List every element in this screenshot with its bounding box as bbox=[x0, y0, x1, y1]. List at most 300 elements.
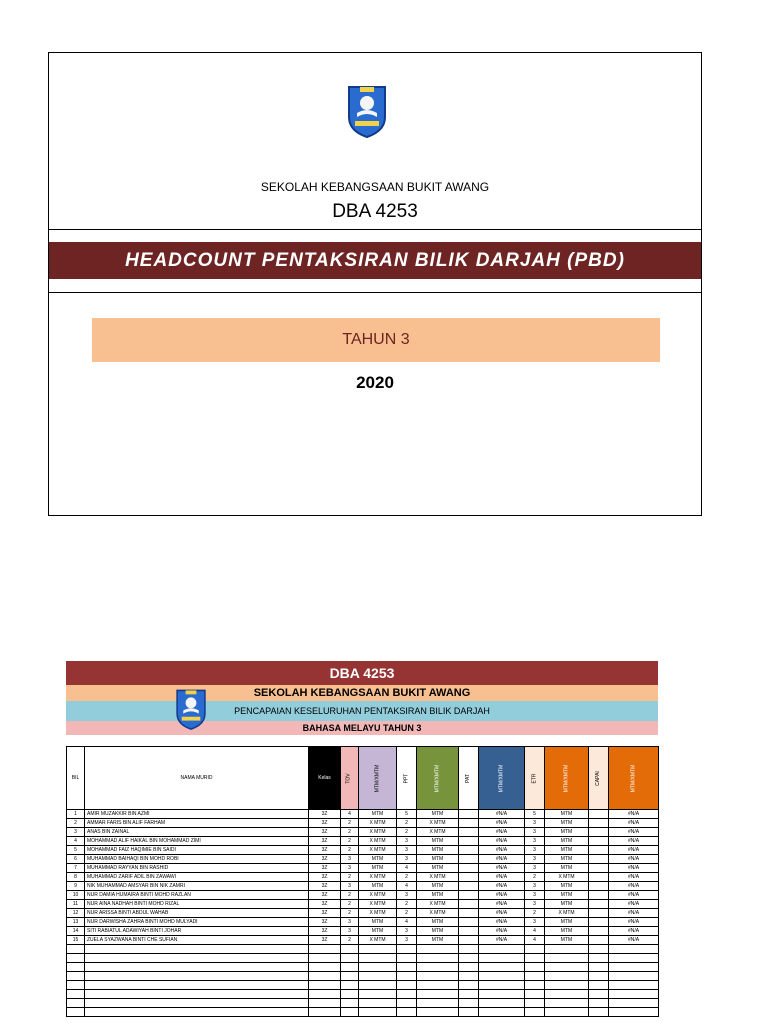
table-cell: 3 bbox=[397, 891, 417, 900]
results-table bbox=[66, 746, 659, 1017]
table-cell: MTM bbox=[545, 810, 589, 819]
table-cell bbox=[397, 945, 417, 954]
table-cell: NUR DAMIA HUMAIRA BINTI MOHD RAZLAN bbox=[85, 891, 309, 900]
table-cell bbox=[545, 972, 589, 981]
table-cell bbox=[67, 954, 85, 963]
header-kelas: Kelas bbox=[309, 747, 341, 810]
table-row bbox=[67, 837, 659, 846]
table-row bbox=[67, 954, 659, 963]
table-cell bbox=[525, 945, 545, 954]
table-cell: 3 bbox=[525, 891, 545, 900]
table-cell bbox=[459, 918, 479, 927]
table-row bbox=[67, 873, 659, 882]
table-cell bbox=[459, 819, 479, 828]
table-cell: 13 bbox=[67, 918, 85, 927]
table-cell bbox=[545, 963, 589, 972]
table-cell: 3Z bbox=[309, 927, 341, 936]
table-cell bbox=[459, 936, 479, 945]
table-cell: 3 bbox=[397, 936, 417, 945]
table-cell: 3 bbox=[525, 918, 545, 927]
table-cell: NIK MUHAMMAD AMSYAR BIN NIK ZAMRI bbox=[85, 882, 309, 891]
table-cell bbox=[359, 954, 397, 963]
table-cell bbox=[309, 999, 341, 1008]
table-cell: #N/A bbox=[479, 918, 525, 927]
table-cell: X MTM bbox=[359, 891, 397, 900]
table-cell bbox=[459, 900, 479, 909]
table-cell: MTM bbox=[359, 855, 397, 864]
table-cell bbox=[459, 1008, 479, 1017]
table-cell: MTM bbox=[417, 846, 459, 855]
table-cell bbox=[85, 972, 309, 981]
table-cell: 2 bbox=[341, 873, 359, 882]
table-row bbox=[67, 927, 659, 936]
table-cell: 2 bbox=[341, 891, 359, 900]
table-cell: 3Z bbox=[309, 882, 341, 891]
table-cell bbox=[545, 981, 589, 990]
table-cell bbox=[589, 837, 609, 846]
table-cell: 2 bbox=[341, 900, 359, 909]
table-cell bbox=[459, 810, 479, 819]
table-cell: #N/A bbox=[609, 900, 659, 909]
table-cell: X MTM bbox=[359, 909, 397, 918]
table-cell: MTM bbox=[359, 882, 397, 891]
header-tov: TOV bbox=[341, 747, 359, 810]
table-cell: 3Z bbox=[309, 837, 341, 846]
table-cell: MTM bbox=[545, 936, 589, 945]
table-cell bbox=[309, 945, 341, 954]
table-cell: #N/A bbox=[609, 927, 659, 936]
table-cell: 14 bbox=[67, 927, 85, 936]
table-cell bbox=[589, 927, 609, 936]
table-cell bbox=[589, 1008, 609, 1017]
sheet-subject-band: BAHASA MELAYU TAHUN 3 bbox=[66, 721, 658, 735]
table-cell: #N/A bbox=[609, 909, 659, 918]
table-cell: 3 bbox=[525, 882, 545, 891]
table-cell bbox=[397, 999, 417, 1008]
table-cell bbox=[545, 1008, 589, 1017]
table-cell: #N/A bbox=[479, 864, 525, 873]
table-cell: 3Z bbox=[309, 909, 341, 918]
table-cell: #N/A bbox=[609, 810, 659, 819]
table-cell: #N/A bbox=[609, 819, 659, 828]
table-cell: 4 bbox=[67, 837, 85, 846]
table-cell: ANAS BIN ZAINAL bbox=[85, 828, 309, 837]
table-cell bbox=[309, 963, 341, 972]
table-cell bbox=[459, 837, 479, 846]
table-cell: #N/A bbox=[479, 936, 525, 945]
table-cell: MTM bbox=[545, 819, 589, 828]
table-cell bbox=[85, 1008, 309, 1017]
table-cell bbox=[459, 846, 479, 855]
table-row bbox=[67, 810, 659, 819]
table-cell bbox=[589, 810, 609, 819]
table-cell: 4 bbox=[397, 864, 417, 873]
table-row bbox=[67, 891, 659, 900]
table-cell: 6 bbox=[67, 855, 85, 864]
table-cell: NUR ARISSA BINTI ABDUL WAHAB bbox=[85, 909, 309, 918]
table-cell bbox=[589, 972, 609, 981]
table-cell: #N/A bbox=[609, 873, 659, 882]
header-tov-status: MTM/XMTM bbox=[359, 747, 397, 810]
table-cell bbox=[85, 990, 309, 999]
table-cell: MOHAMMAD ALIF HAIKAL BIN MOHAMMAD ZIMI bbox=[85, 837, 309, 846]
table-cell bbox=[589, 936, 609, 945]
table-cell: MTM bbox=[545, 882, 589, 891]
table-row bbox=[67, 900, 659, 909]
table-row bbox=[67, 990, 659, 999]
table-cell: 3Z bbox=[309, 828, 341, 837]
table-cell bbox=[459, 909, 479, 918]
table-row bbox=[67, 918, 659, 927]
table-cell: 3Z bbox=[309, 891, 341, 900]
table-cell: 3Z bbox=[309, 918, 341, 927]
table-cell: 3Z bbox=[309, 855, 341, 864]
table-cell bbox=[479, 954, 525, 963]
table-cell bbox=[309, 1008, 341, 1017]
table-cell bbox=[459, 927, 479, 936]
table-body bbox=[67, 810, 659, 1017]
spreadsheet-section bbox=[66, 661, 658, 943]
table-row bbox=[67, 909, 659, 918]
table-cell: MTM bbox=[545, 846, 589, 855]
table-cell bbox=[589, 999, 609, 1008]
table-cell: 2 bbox=[397, 828, 417, 837]
table-cell bbox=[609, 963, 659, 972]
table-cell bbox=[525, 999, 545, 1008]
table-cell: 11 bbox=[67, 900, 85, 909]
table-cell: 2 bbox=[341, 837, 359, 846]
table-cell bbox=[459, 990, 479, 999]
table-cell: #N/A bbox=[479, 855, 525, 864]
table-cell bbox=[417, 990, 459, 999]
table-cell bbox=[525, 954, 545, 963]
table-cell bbox=[545, 945, 589, 954]
table-cell: MUHAMMAD RAYYAN BIN RASHID bbox=[85, 864, 309, 873]
table-cell bbox=[589, 963, 609, 972]
table-cell: #N/A bbox=[609, 864, 659, 873]
table-cell bbox=[589, 891, 609, 900]
table-cell bbox=[85, 999, 309, 1008]
table-cell: MTM bbox=[417, 882, 459, 891]
table-cell: 7 bbox=[67, 864, 85, 873]
table-cell bbox=[589, 846, 609, 855]
table-cell: 3 bbox=[397, 837, 417, 846]
table-cell: MTM bbox=[417, 837, 459, 846]
table-cell: MTM bbox=[545, 864, 589, 873]
table-cell bbox=[417, 1008, 459, 1017]
table-cell: 3 bbox=[397, 927, 417, 936]
table-cell bbox=[309, 972, 341, 981]
table-cell bbox=[589, 900, 609, 909]
table-cell: 2 bbox=[397, 900, 417, 909]
table-cell: X MTM bbox=[417, 819, 459, 828]
table-cell bbox=[545, 954, 589, 963]
table-cell: NUR DARWISHA ZAHRA BINTI MOHD MULYADI bbox=[85, 918, 309, 927]
table-cell: 3Z bbox=[309, 936, 341, 945]
table-cell bbox=[479, 945, 525, 954]
header-etr-status: MTM/XMTM bbox=[545, 747, 589, 810]
table-cell: 5 bbox=[525, 810, 545, 819]
table-cell: #N/A bbox=[479, 927, 525, 936]
table-cell bbox=[609, 945, 659, 954]
table-cell bbox=[397, 954, 417, 963]
table-row bbox=[67, 945, 659, 954]
table-cell: 3 bbox=[525, 864, 545, 873]
table-cell bbox=[459, 855, 479, 864]
table-cell: X MTM bbox=[359, 936, 397, 945]
table-cell bbox=[341, 1008, 359, 1017]
table-cell bbox=[609, 990, 659, 999]
table-cell bbox=[589, 990, 609, 999]
table-cell bbox=[459, 972, 479, 981]
table-cell: 4 bbox=[397, 918, 417, 927]
school-name: SEKOLAH KEBANGSAAN BUKIT AWANG bbox=[260, 180, 490, 194]
table-cell: 2 bbox=[341, 819, 359, 828]
table-cell: MTM bbox=[417, 936, 459, 945]
table-cell: #N/A bbox=[479, 846, 525, 855]
table-cell: #N/A bbox=[479, 891, 525, 900]
table-cell: 2 bbox=[525, 873, 545, 882]
table-cell: 3 bbox=[341, 918, 359, 927]
table-cell bbox=[359, 999, 397, 1008]
table-cell bbox=[359, 945, 397, 954]
table-cell: X MTM bbox=[359, 819, 397, 828]
table-cell: MTM bbox=[417, 891, 459, 900]
table-cell bbox=[589, 918, 609, 927]
table-cell: 3Z bbox=[309, 810, 341, 819]
table-cell: 2 bbox=[341, 828, 359, 837]
table-cell: MTM bbox=[545, 828, 589, 837]
table-cell bbox=[341, 972, 359, 981]
table-cell: #N/A bbox=[609, 837, 659, 846]
table-cell: 2 bbox=[341, 909, 359, 918]
table-cell bbox=[589, 855, 609, 864]
table-cell bbox=[525, 981, 545, 990]
table-cell: #N/A bbox=[479, 810, 525, 819]
table-cell bbox=[459, 873, 479, 882]
table-cell: 3 bbox=[397, 846, 417, 855]
sheet-code-band: DBA 4253 bbox=[66, 661, 658, 685]
table-cell: MTM bbox=[417, 855, 459, 864]
table-cell: 4 bbox=[341, 810, 359, 819]
school-code: DBA 4253 bbox=[332, 201, 418, 222]
table-cell bbox=[459, 882, 479, 891]
grade-label: TAHUN 3 bbox=[342, 331, 410, 348]
table-row bbox=[67, 1008, 659, 1017]
table-cell bbox=[67, 1008, 85, 1017]
table-cell: NUR AINA NADHAH BINTI MOHD RIZAL bbox=[85, 900, 309, 909]
table-row bbox=[67, 855, 659, 864]
table-cell bbox=[459, 963, 479, 972]
table-cell: MTM bbox=[359, 927, 397, 936]
table-cell bbox=[459, 828, 479, 837]
table-cell bbox=[459, 981, 479, 990]
header-bil: BIL bbox=[67, 747, 85, 810]
table-row bbox=[67, 882, 659, 891]
table-cell: 3 bbox=[525, 900, 545, 909]
table-cell: MTM bbox=[359, 918, 397, 927]
table-cell: 2 bbox=[341, 846, 359, 855]
header-ppt: PPT bbox=[397, 747, 417, 810]
table-cell bbox=[67, 999, 85, 1008]
table-cell: 15 bbox=[67, 936, 85, 945]
table-cell bbox=[341, 999, 359, 1008]
table-cell: 3Z bbox=[309, 846, 341, 855]
table-cell: 5 bbox=[397, 810, 417, 819]
table-cell: MTM bbox=[359, 864, 397, 873]
table-cell bbox=[525, 963, 545, 972]
table-cell: MTM bbox=[545, 918, 589, 927]
table-cell: 2 bbox=[397, 873, 417, 882]
table-cell bbox=[459, 945, 479, 954]
table-cell: 9 bbox=[67, 882, 85, 891]
table-cell: MTM bbox=[545, 837, 589, 846]
table-cell bbox=[609, 999, 659, 1008]
table-cell: 4 bbox=[525, 936, 545, 945]
table-cell bbox=[341, 963, 359, 972]
table-cell: 3 bbox=[525, 837, 545, 846]
table-cell bbox=[397, 963, 417, 972]
table-row bbox=[67, 999, 659, 1008]
table-cell: X MTM bbox=[359, 837, 397, 846]
table-cell bbox=[417, 972, 459, 981]
table-row bbox=[67, 819, 659, 828]
table-cell: #N/A bbox=[479, 837, 525, 846]
table-cell: 3 bbox=[341, 882, 359, 891]
header-etr: ETR bbox=[525, 747, 545, 810]
table-cell bbox=[589, 981, 609, 990]
header-pat-status: MTM/XMTM bbox=[479, 747, 525, 810]
table-cell bbox=[417, 954, 459, 963]
table-cell: X MTM bbox=[359, 828, 397, 837]
table-row bbox=[67, 846, 659, 855]
table-cell bbox=[397, 990, 417, 999]
table-cell bbox=[589, 819, 609, 828]
table-cell: X MTM bbox=[359, 873, 397, 882]
table-cell bbox=[479, 1008, 525, 1017]
table-cell bbox=[479, 963, 525, 972]
table-cell bbox=[85, 945, 309, 954]
table-cell: 3 bbox=[341, 855, 359, 864]
table-cell: 12 bbox=[67, 909, 85, 918]
table-cell: 2 bbox=[525, 909, 545, 918]
table-cell: #N/A bbox=[609, 936, 659, 945]
table-cell: #N/A bbox=[609, 882, 659, 891]
table-cell: 5 bbox=[67, 846, 85, 855]
table-cell: 8 bbox=[67, 873, 85, 882]
table-cell bbox=[359, 963, 397, 972]
table-cell bbox=[359, 981, 397, 990]
table-cell: X MTM bbox=[417, 900, 459, 909]
table-cell bbox=[397, 1008, 417, 1017]
table-cell: SITI RABIATUL ADAWIYAH BINTI JOHAR bbox=[85, 927, 309, 936]
title-banner bbox=[49, 242, 701, 279]
table-cell: MTM bbox=[545, 855, 589, 864]
table-cell bbox=[309, 954, 341, 963]
table-cell: MUHAMMAD ZARIF ADIL BIN ZAWAWI bbox=[85, 873, 309, 882]
table-cell bbox=[309, 990, 341, 999]
table-cell bbox=[459, 954, 479, 963]
table-cell: 3 bbox=[525, 828, 545, 837]
header-capai: CAPAI bbox=[589, 747, 609, 810]
table-cell: 3 bbox=[341, 927, 359, 936]
table-cell bbox=[479, 972, 525, 981]
table-cell: MTM bbox=[545, 900, 589, 909]
table-cell: AMIR MUZAKKIR BIN AZMI bbox=[85, 810, 309, 819]
table-cell: X MTM bbox=[417, 828, 459, 837]
table-row bbox=[67, 864, 659, 873]
cover-box bbox=[48, 52, 702, 516]
divider bbox=[49, 229, 701, 230]
header-pat: PAT bbox=[459, 747, 479, 810]
table-cell bbox=[589, 828, 609, 837]
table-cell bbox=[589, 909, 609, 918]
table-cell bbox=[67, 963, 85, 972]
table-cell: #N/A bbox=[479, 909, 525, 918]
table-cell: #N/A bbox=[609, 828, 659, 837]
table-cell bbox=[609, 972, 659, 981]
table-cell: 3 bbox=[525, 855, 545, 864]
table-cell bbox=[525, 990, 545, 999]
table-cell bbox=[359, 972, 397, 981]
table-cell: X MTM bbox=[359, 846, 397, 855]
table-cell bbox=[341, 981, 359, 990]
table-cell: X MTM bbox=[545, 909, 589, 918]
table-cell bbox=[417, 945, 459, 954]
table-cell bbox=[397, 981, 417, 990]
table-cell bbox=[589, 882, 609, 891]
school-crest-logo bbox=[345, 83, 389, 139]
table-cell bbox=[67, 990, 85, 999]
table-cell bbox=[341, 954, 359, 963]
table-cell bbox=[525, 972, 545, 981]
table-cell: #N/A bbox=[479, 819, 525, 828]
table-cell bbox=[417, 963, 459, 972]
table-cell: #N/A bbox=[609, 891, 659, 900]
table-cell bbox=[589, 945, 609, 954]
school-crest-logo bbox=[174, 685, 208, 733]
table-cell: 4 bbox=[397, 882, 417, 891]
table-cell bbox=[67, 945, 85, 954]
table-cell bbox=[67, 972, 85, 981]
table-cell: MUHAMMAD BAIHAQI BIN MOHD ROBI bbox=[85, 855, 309, 864]
table-cell: #N/A bbox=[609, 846, 659, 855]
table-row bbox=[67, 828, 659, 837]
table-header-row bbox=[67, 747, 659, 810]
table-cell: 3 bbox=[525, 846, 545, 855]
table-cell: MTM bbox=[417, 927, 459, 936]
table-cell bbox=[85, 963, 309, 972]
table-cell bbox=[545, 990, 589, 999]
divider bbox=[49, 292, 701, 293]
table-cell bbox=[459, 999, 479, 1008]
table-cell: X MTM bbox=[417, 909, 459, 918]
header-capai-status: MTM/XMTM bbox=[609, 747, 659, 810]
table-cell: #N/A bbox=[479, 828, 525, 837]
table-cell: MTM bbox=[359, 810, 397, 819]
table-cell bbox=[589, 864, 609, 873]
table-cell: 2 bbox=[397, 819, 417, 828]
table-cell bbox=[309, 981, 341, 990]
table-row bbox=[67, 981, 659, 990]
table-cell: 3Z bbox=[309, 864, 341, 873]
table-cell: MTM bbox=[417, 918, 459, 927]
table-cell: MTM bbox=[417, 864, 459, 873]
table-cell: 1 bbox=[67, 810, 85, 819]
sheet-school-band: SEKOLAH KEBANGSAAN BUKIT AWANG bbox=[66, 685, 658, 701]
table-cell bbox=[479, 999, 525, 1008]
table-cell: 3 bbox=[525, 819, 545, 828]
